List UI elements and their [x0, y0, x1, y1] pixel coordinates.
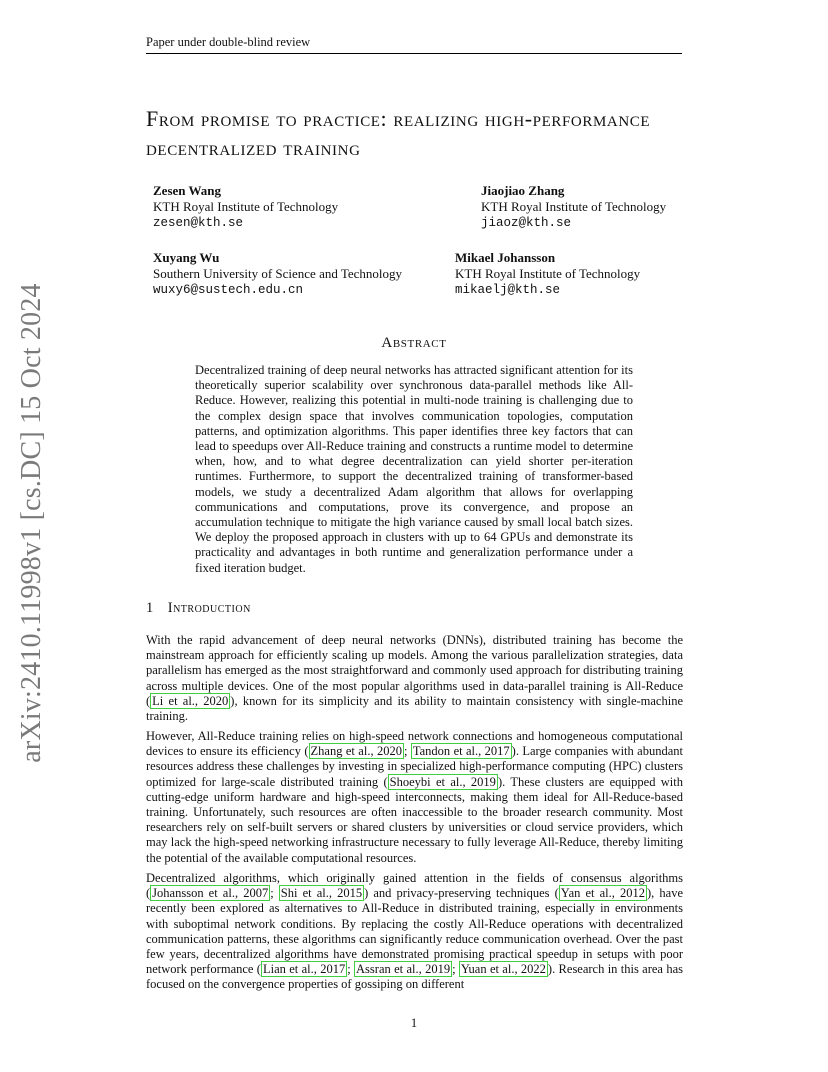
running-head-text: Paper under double-blind review — [146, 35, 311, 49]
author-name: Jiaojiao Zhang — [481, 183, 565, 198]
citation-link[interactable]: Tandon et al., 2017 — [412, 744, 510, 759]
section-number: 1 — [146, 600, 154, 616]
citation-link[interactable]: Shoeybi et al., 2019 — [389, 774, 496, 789]
author-block — [481, 183, 666, 231]
citation-separator: ; — [452, 962, 459, 977]
paragraph-text: Decentralized algorithms, which originally gained attention in the fields of consensus algorithms ( — [146, 871, 683, 901]
paragraph-text: ) and privacy-preserving techniques ( — [364, 886, 559, 901]
intro-paragraph — [146, 871, 683, 993]
citation-link[interactable]: Yan et al., 2012 — [560, 886, 646, 901]
citation-link[interactable]: Zhang et al., 2020 — [310, 744, 402, 759]
citation-separator: ; — [403, 744, 411, 759]
arxiv-side-stamp — [10, 282, 54, 763]
section-heading — [146, 600, 251, 617]
paragraph-text: ), have recently been explored as alternatives to All-Reduce in distributed training, especially in environments with suboptimal network conditions. By replacing the costly All-Reduce operations with decentralized communication patterns, these algorithms can significantly reduce communication overhead. Over the past few years, decentralized algorithms have demonstrated promising practical speedup in setups with poor network performance ( — [146, 886, 684, 977]
paragraph-text: ). Large companies with abundant resources address these challenges by investing in specialized high-performance computing (HPC) clusters optimized for large-scale distributed training ( — [146, 744, 683, 789]
citation-link[interactable]: Lian et al., 2017 — [262, 962, 346, 977]
citation-separator: ; — [270, 886, 279, 901]
author-name: Xuyang Wu — [153, 250, 220, 265]
author-email: zesen@kth.se — [153, 216, 244, 230]
author-email: mikaelj@kth.se — [455, 283, 561, 297]
page-number: 1 — [410, 1016, 418, 1030]
citation-link[interactable]: Johansson et al., 2007 — [152, 886, 269, 901]
arxiv-identifier: arXiv:2410.11998v1 [cs.DC] 15 Oct 2024 — [16, 282, 47, 763]
author-affiliation: KTH Royal Institute of Technology — [481, 199, 667, 214]
paragraph-text: With the rapid advancement of deep neural networks (DNNs), distributed training has become the mainstream approach for efficiently scaling up models. Among the various parallelization strategies, data parallelism has emerged as the most straightforward and commonly used approach for distributing training across multiple devices. One of the most popular algorithms used in data-parallel training is All-Reduce ( — [146, 633, 683, 708]
citation-link[interactable]: Shi et al., 2015 — [280, 886, 363, 901]
author-block — [455, 250, 640, 298]
citation-separator: ; — [347, 962, 355, 977]
citation-link[interactable]: Li et al., 2020 — [152, 693, 229, 708]
paragraph-text: ). Research in this area has focused on the convergence properties of gossiping on different — [146, 962, 683, 992]
author-affiliation: KTH Royal Institute of Technology — [153, 199, 339, 214]
intro-paragraph — [146, 633, 683, 724]
paragraph-text: However, All-Reduce training relies on high-speed network connections and homogeneous computational devices to ensure its efficiency ( — [146, 729, 683, 759]
paragraph-text: ), known for its simplicity and its ability to maintain consistency with single-machine training. — [146, 693, 683, 724]
citation-link[interactable]: Assran et al., 2019 — [356, 962, 451, 977]
author-block — [153, 183, 338, 231]
abstract-text: Decentralized training of deep neural networks has attracted significant attention for its theoretically superior scalability over synchronous data-parallel methods like All-Reduce. However, realizing this potential in multi-node training is challenging due to the complex design space that involves communication topologies, computation patterns, and optimization algorithms. This paper identifies three key factors that can lead to speedups over All-Reduce training and constructs a runtime model to determine when, how, and to what degree decentralization can yield shorter per-iteration runtimes. Furthermore, to support the decentralized training of transformer-based models, we study a decentralized Adam algorithm that allows for overlapping communications and computations, prove its convergence, and propose an accumulation technique to mitigate the high variance caused by small local batch sizes. We deploy the proposed approach in clusters with up to 64 GPUs and demonstrate its practicality and advantages in both runtime and generalization performance under a fixed iteration budget. — [195, 363, 633, 575]
author-name: Zesen Wang — [153, 183, 222, 198]
paragraph-text: ). These clusters are equipped with cutting-edge uniform hardware and high-speed interconnects, making them ideal for All-Reduce-based training. Unfortunately, such resources are often inaccessible to the broader research community. Most researchers rely on self-built servers or shared clusters by universities or cloud service providers, which may lack the high-speed networking infrastructure necessary to fully leverage All-Reduce, thereby limiting the potential of the available computational resources. — [146, 774, 684, 865]
author-block — [153, 250, 402, 298]
author-affiliation: Southern University of Science and Technology — [153, 266, 403, 281]
author-email: jiaoz@kth.se — [481, 216, 572, 230]
running-header — [146, 35, 682, 54]
citation-link[interactable]: Yuan et al., 2022 — [460, 962, 546, 977]
author-name: Mikael Johansson — [455, 250, 556, 265]
author-email: wuxy6@sustech.edu.cn — [153, 283, 304, 297]
abstract-heading: Abstract — [381, 335, 447, 351]
intro-paragraph — [146, 729, 683, 866]
section-title: Introduction — [167, 600, 251, 616]
author-affiliation: KTH Royal Institute of Technology — [455, 266, 641, 281]
paper-title: From promise to practice: realizing high-performance decentralized training — [146, 106, 651, 160]
